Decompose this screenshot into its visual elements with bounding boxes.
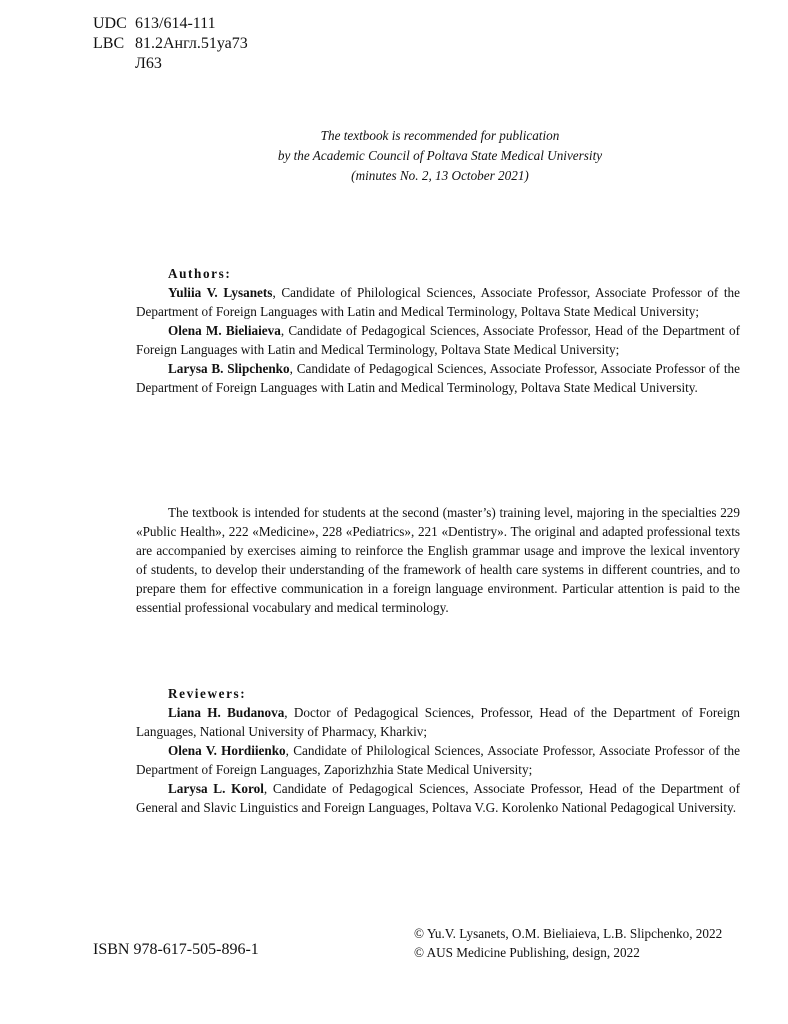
annotation-section [136,503,740,617]
reviewer-entry [136,741,740,779]
author-mark: Л63 [135,55,162,72]
author-details: , Candidate of Pedagogical Sciences, Associate Professor, Associate Professor of the Department of Foreign Languages with Latin and Medical Terminology, Poltava State Medical University. [136,361,740,395]
authors-section [136,264,740,397]
reviewer-details: , Candidate of Pedagogical Sciences, Associate Professor, Head of the Department of General and Slavic Linguistics and Foreign Languages, Poltava V.G. Korolenko National Pedagogical University. [136,781,740,815]
lbc-row [93,34,248,54]
udc-value: 613/614-111 [135,15,216,32]
copyright-block [414,924,722,962]
author-mark-row [93,54,248,74]
author-name: Olena M. Bieliaieva [168,323,281,338]
reviewer-name: Larysa L. Korol [168,781,264,796]
reviewer-entry [136,779,740,817]
author-name: Larysa B. Slipchenko [168,361,290,376]
reviewers-section [136,684,740,817]
classification-block [93,14,248,74]
lbc-label: LBC [93,35,125,52]
reviewer-name: Liana H. Budanova [168,705,285,720]
reviewer-details: , Doctor of Pedagogical Sciences, Professor, Head of the Department of Foreign Languages, National University of Pharmacy, Kharkiv; [136,705,741,739]
reviewer-name: Olena V. Hordiienko [168,743,286,758]
copyright-line-2: © AUS Medicine Publishing, design, 2022 [414,945,640,960]
copyright-line-1: © Yu.V. Lysanets, O.M. Bieliaieva, L.B. Slipchenko, 2022 [414,926,723,941]
author-entry [136,321,740,359]
reviewer-details: , Candidate of Philological Sciences, Associate Professor, Associate Professor of the Department of Foreign Languages, Zaporizhzhia State Medical University; [136,743,740,777]
udc-label: UDC [93,15,127,32]
udc-row [93,14,248,34]
annotation-text: The textbook is intended for students at the second (master’s) training level, majoring in the specialties 229 «Public Health», 222 «Medicine», 228 «Pediatrics», 221 «Dentistry». The original and adapted professional texts are accompanied by exercises aiming to reinforce the English grammar usage and improve the lexical inventory of students, to develop their understanding of the framework of health care systems in different countries, and to prepare them for effective communication in a foreign language environment. Particular attention is paid to the essential professional vocabulary and medical terminology. [136,505,740,615]
author-entry [136,283,740,321]
recommendation-note [180,126,700,186]
author-name: Yuliia V. Lysanets [168,285,273,300]
authors-heading: Authors: [168,266,232,281]
recommendation-line-1: The textbook is recommended for publication [320,128,560,143]
recommendation-line-3: (minutes No. 2, 13 October 2021) [351,168,529,183]
recommendation-line-2: by the Academic Council of Poltava State Medical University [277,148,603,163]
isbn: ISBN 978-617-505-896-1 [93,941,259,958]
reviewers-heading: Reviewers: [168,686,247,701]
lbc-value: 81.2Англ.51уа73 [135,35,248,52]
author-entry [136,359,740,397]
reviewer-entry [136,703,740,741]
author-details: , Candidate of Philological Sciences, Associate Professor, Associate Professor of the Department of Foreign Languages with Latin and Medical Terminology, Poltava State Medical University; [136,285,740,319]
author-details: , Candidate of Pedagogical Sciences, Associate Professor, Head of the Department of Foreign Languages with Latin and Medical Terminology, Poltava State Medical University; [136,323,740,357]
